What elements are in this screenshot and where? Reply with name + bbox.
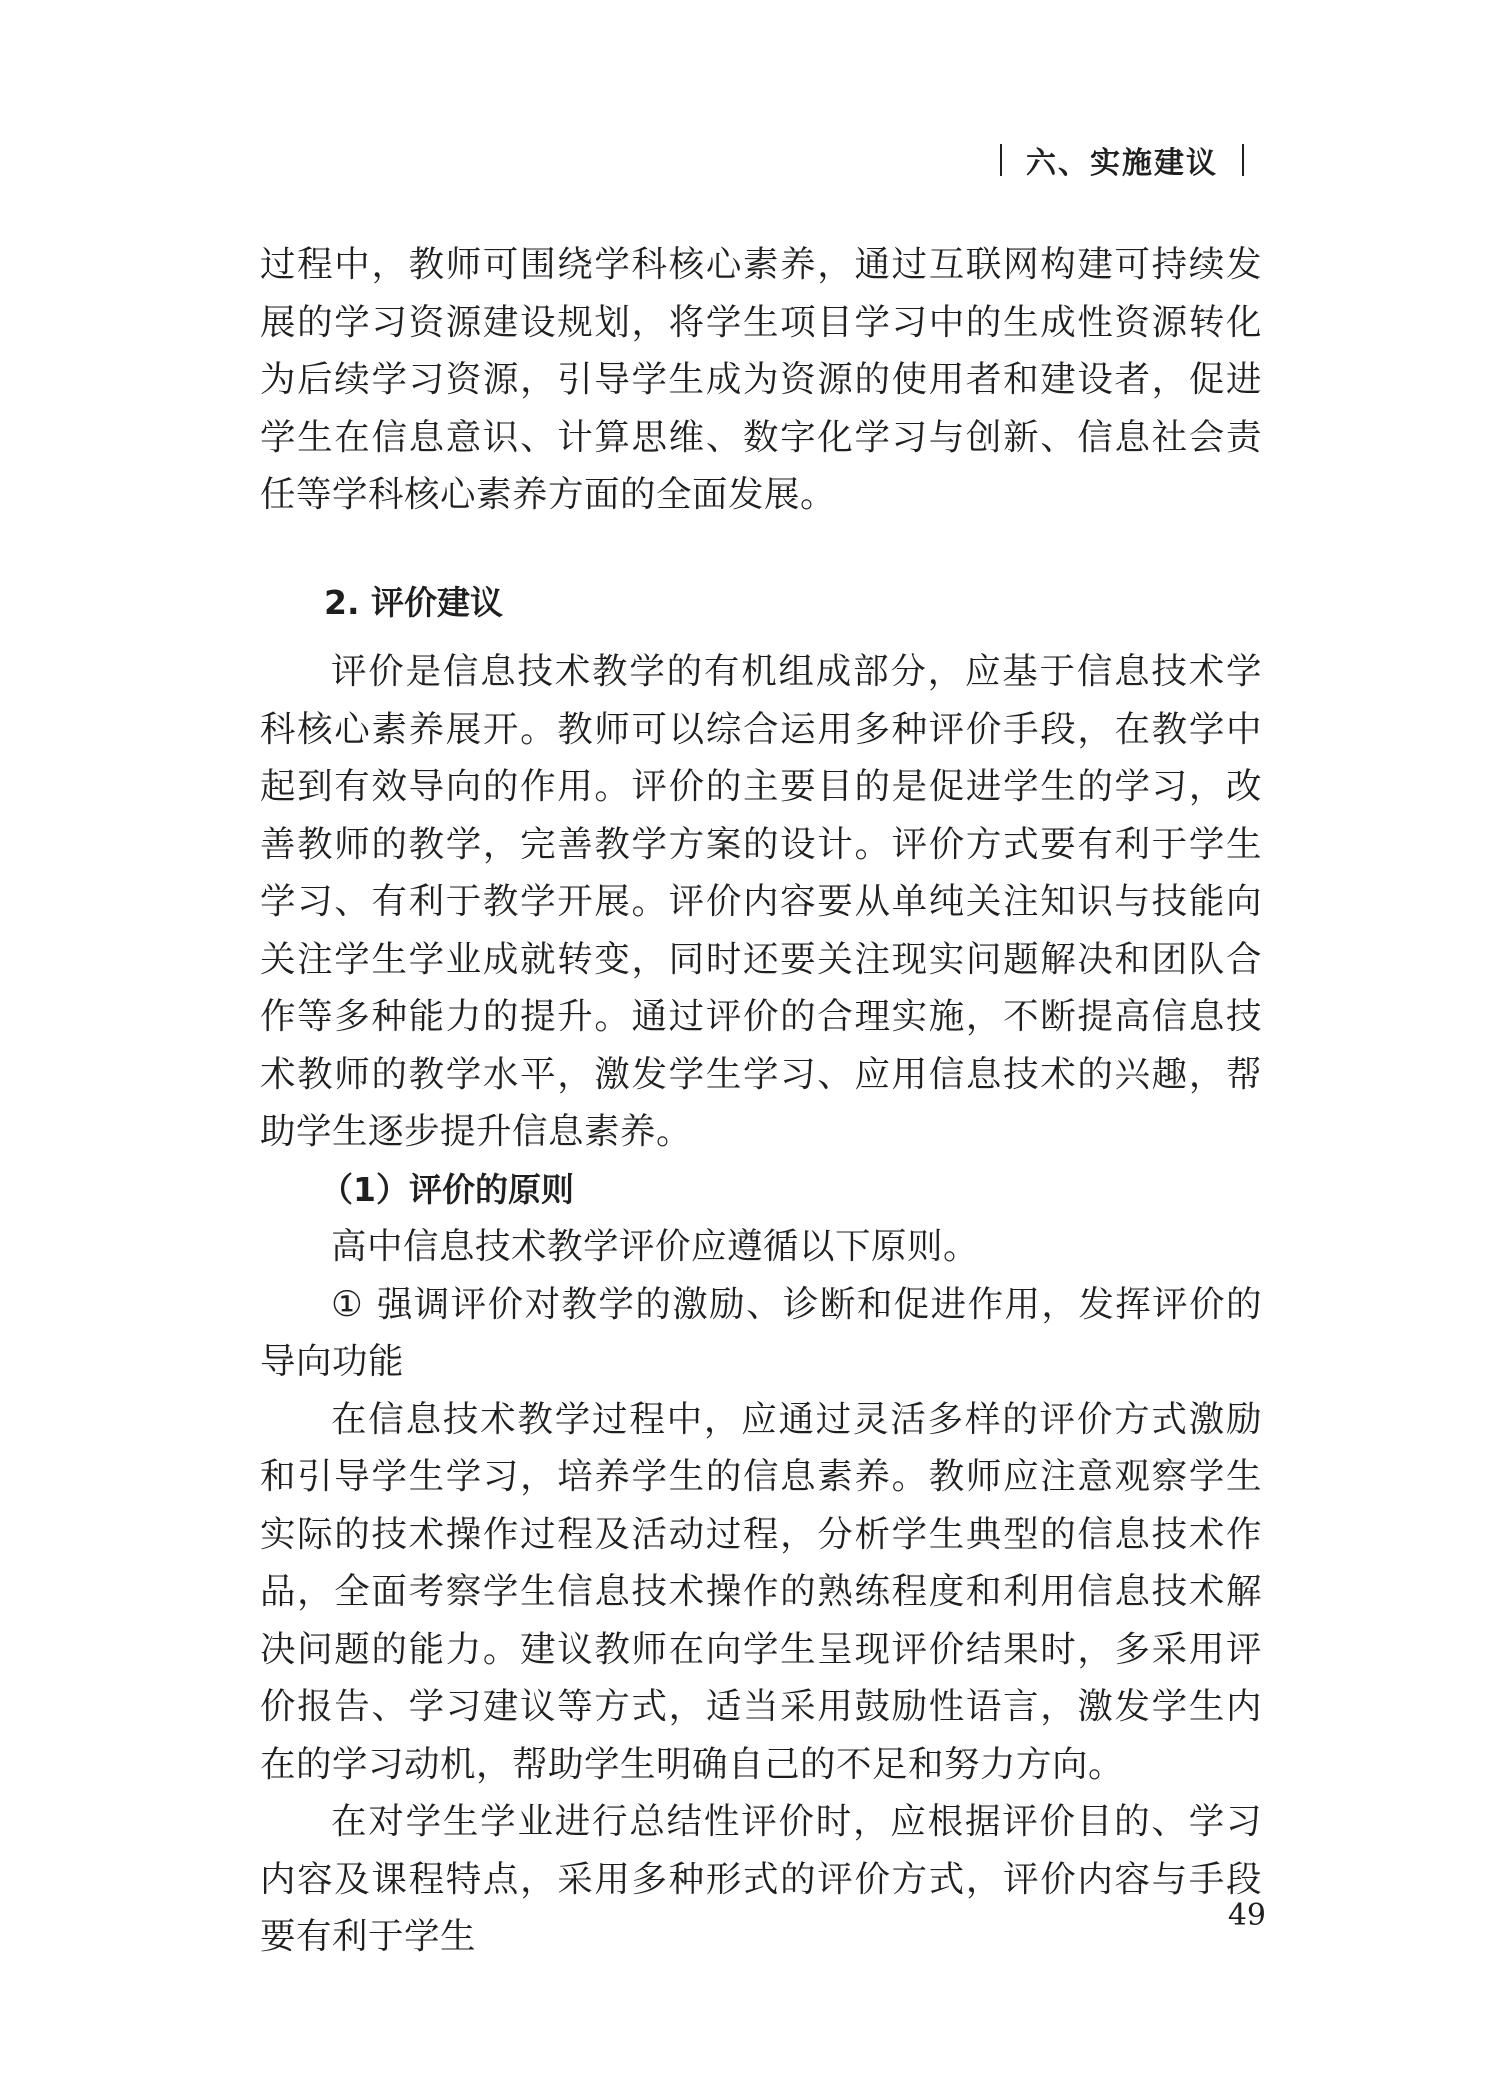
page-body <box>260 236 1262 1966</box>
paragraph-continuation: 过程中，教师可围绕学科核心素养，通过互联网构建可持续发展的学习资源建设规划，将学生项目学习中的生成性资源转化为后续学习资源，引导学生成为资源的使用者和建设者，促进学生在信息意识、计算思维、数字化学习与创新、信息社会责任等学科核心素养方面的全面发展。 <box>260 244 1262 515</box>
header-title: 六、实施建议 <box>1026 146 1218 181</box>
subheading-principles: （1）评价的原则 <box>320 1169 574 1209</box>
paragraph-evaluation: 评价是信息技术教学的有机组成部分，应基于信息技术学科核心素养展开。教师可以综合运用多种评价手段，在教学中起到有效导向的作用。评价的主要目的是促进学生的学习，改善教师的教学，完善教学方案的设计。评价方式要有利于学生学习、有利于教学开展。评价内容要从单纯关注知识与技能向关注学生学业成就转变，同时还要关注现实问题解决和团队合作等多种能力的提升。通过评价的合理实施，不断提高信息技术教师的教学水平，激发学生学习、应用信息技术的兴趣，帮助学生逐步提升信息素养。 <box>260 651 1262 1152</box>
header-divider-right <box>1242 144 1244 176</box>
header-divider-left <box>1000 144 1002 176</box>
section-heading: 2. 评价建议 <box>324 582 503 622</box>
paragraph-summative: 在对学生学业进行总结性评价时，应根据评价目的、学习内容及课程特点，采用多种形式的评价方式，评价内容与手段要有利于学生 <box>260 1801 1262 1957</box>
paragraph-principle-1: 在信息技术教学过程中，应通过灵活多样的评价方式激励和引导学生学习，培养学生的信息素养。教师应注意观察学生实际的技术操作过程及活动过程，分析学生典型的信息技术作品，全面考察学生信息技术操作的熟练程度和利用信息技术解决问题的能力。建议教师在向学生呈现评价结果时，多采用评价报告、学习建议等方式，适当采用鼓励性语言，激发学生内在的学习动机，帮助学生明确自己的不足和努力方向。 <box>260 1398 1262 1785</box>
running-header <box>976 138 1268 182</box>
principle-1-title: ① 强调评价对教学的激励、诊断和促进作用，发挥评价的导向功能 <box>260 1283 1262 1382</box>
paragraph-principles-intro: 高中信息技术教学评价应遵循以下原则。 <box>331 1226 980 1267</box>
page-number: 49 <box>1227 1898 1266 1933</box>
